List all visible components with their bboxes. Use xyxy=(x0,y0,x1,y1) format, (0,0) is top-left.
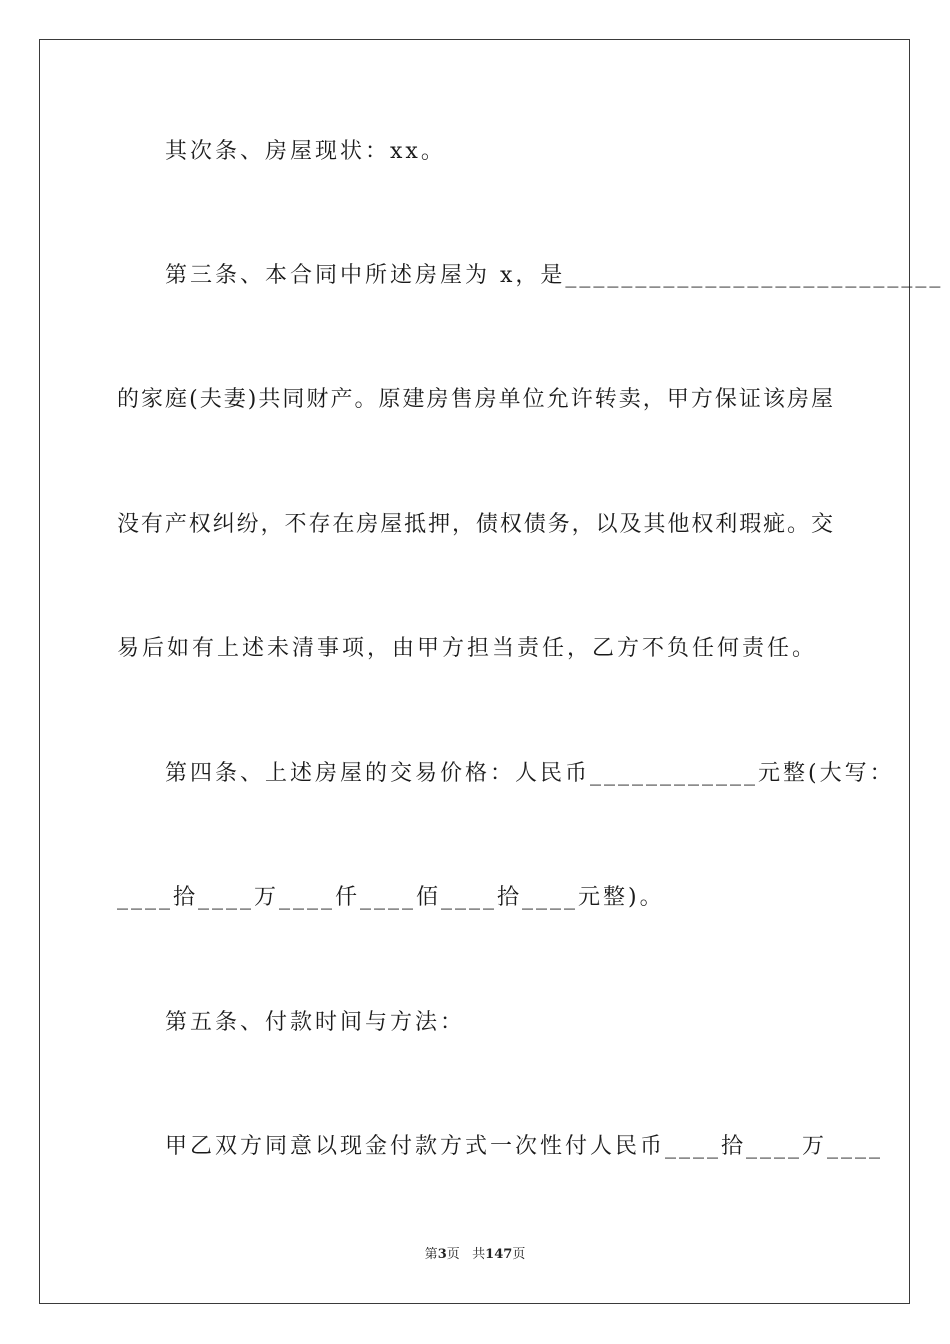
paragraph-article-4-line-2: ____拾____万____仟____佰____拾____元整)。 xyxy=(117,885,665,910)
paragraph-article-4-line-1: 第四条、上述房屋的交易价格：人民币____________元整(大写： xyxy=(165,761,895,786)
paragraph-house-status: 其次条、房屋现状：xx。 xyxy=(165,139,446,164)
paragraph-article-3-line-2: 的家庭(夫妻)共同财产。原建房售房单位允许转卖，甲方保证该房屋 xyxy=(117,387,833,412)
page-frame xyxy=(39,39,944,1304)
footer-page-suffix: 页 xyxy=(446,1247,460,1262)
footer-page-number: 3 xyxy=(437,1247,447,1262)
paragraph-article-5-heading: 第五条、付款时间与方法： xyxy=(165,1010,466,1035)
paragraph-article-3-line-3: 没有产权纠纷，不存在房屋抵押，债权债务，以及其他权利瑕疵。交 xyxy=(117,512,833,537)
footer-total-suffix: 页 xyxy=(512,1247,526,1262)
footer-total-pages: 147 xyxy=(485,1247,513,1262)
footer-page-prefix: 第 xyxy=(424,1247,438,1262)
paragraph-article-3-line-1: 第三条、本合同中所述房屋为 x，是___________________________ xyxy=(165,263,944,288)
page-footer xyxy=(0,1246,950,1264)
paragraph-article-3-line-4: 易后如有上述未清事项，由甲方担当责任，乙方不负任何责任。 xyxy=(117,636,818,661)
footer-total-prefix: 共 xyxy=(472,1247,486,1262)
paragraph-article-5-line-1: 甲乙双方同意以现金付款方式一次性付人民币____拾____万____ xyxy=(165,1134,884,1159)
